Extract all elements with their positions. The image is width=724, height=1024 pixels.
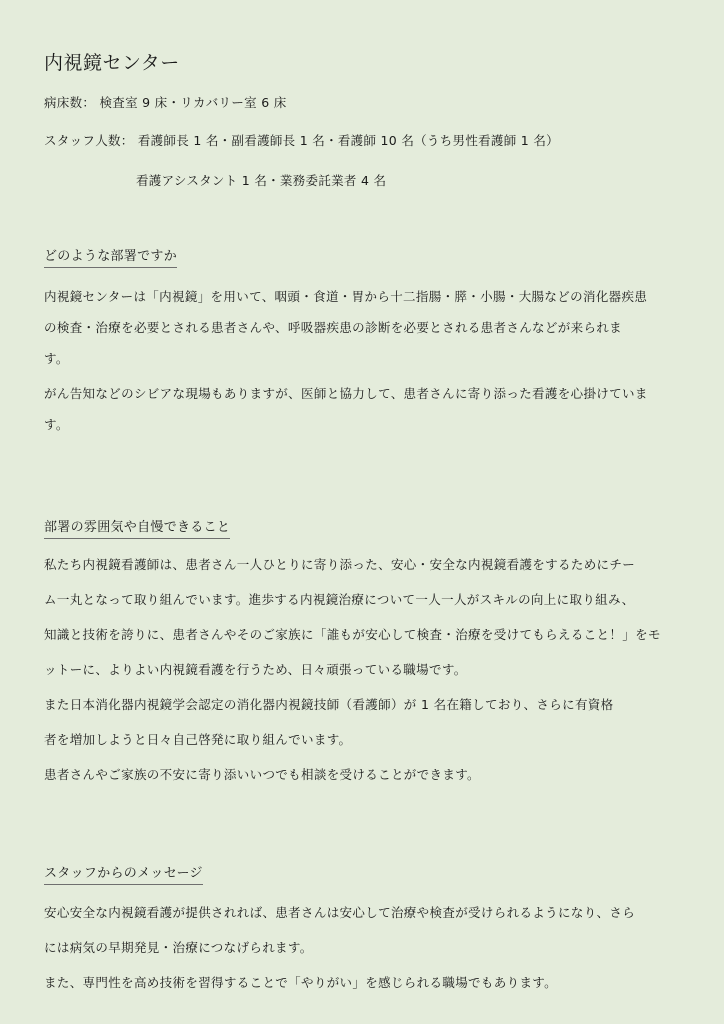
body-line: 内視鏡センターは「内視鏡」を用いて、咽頭・食道・胃から十二指腸・膵・小腸・大腸などの消化器疾患 xyxy=(44,289,648,304)
body-line: す。 xyxy=(44,351,69,366)
body-line: がん告知などのシビアな現場もありますが、医師と協力して、患者さんに寄り添った看護を心掛けていま xyxy=(44,386,648,401)
section-heading-about: どのような部署ですか xyxy=(44,245,177,268)
section-body-atmosphere xyxy=(44,555,684,796)
body-line: ットーに、よりよい内視鏡看護を行うため、日々頑張っている職場です。 xyxy=(44,662,467,677)
section-heading-atmosphere: 部署の雰囲気や自慢できること xyxy=(44,516,230,539)
body-line: の検査・治療を必要とされる患者さんや、呼吸器疾患の診断を必要とされる患者さんなどが来られま xyxy=(44,320,623,335)
staff-count-continued: 看護アシスタント 1 名・業務委託業者 4 名 xyxy=(136,173,387,188)
body-line: ム一丸となって取り組んでいます。進歩する内視鏡治療について一人一人がスキルの向上に取り組み、 xyxy=(44,592,635,607)
body-line: には病気の早期発見・治療につなげられます。 xyxy=(44,940,313,955)
body-line: 私たち内視鏡看護師は、患者さん一人ひとりに寄り添った、安心・安全な内視鏡看護をするためにチー xyxy=(44,557,636,572)
body-line: また日本消化器内視鏡学会認定の消化器内視鏡技師（看護師）が 1 名在籍しており、さらに有資格 xyxy=(44,697,614,712)
body-line: 安心安全な内視鏡看護が提供されれば、患者さんは安心して治療や検査が受けられるようになり、さら xyxy=(44,905,636,920)
body-line: す。 xyxy=(44,417,69,432)
bed-count: 病床数： 検査室 9 床・リカバリー室 6 床 xyxy=(44,95,287,110)
section-body-staff-message xyxy=(44,903,684,1004)
section-body-about xyxy=(44,287,684,446)
staff-count: スタッフ人数： 看護師長 1 名・副看護師長 1 名・看護師 10 名（うち男性看護師 1 名） xyxy=(44,133,559,148)
body-line: また、専門性を高め技術を習得することで「やりがい」を感じられる職場でもあります。 xyxy=(44,975,558,990)
body-line: 知識と技術を誇りに、患者さんやそのご家族に「誰もが安心して検査・治療を受けてもらえること！」をモ xyxy=(44,627,661,642)
body-line: 患者さんやご家族の不安に寄り添いいつでも相談を受けることができます。 xyxy=(44,767,480,782)
body-line: 者を増加しようと日々自己啓発に取り組んでいます。 xyxy=(44,732,352,747)
page-title: 内視鏡センター xyxy=(44,52,180,74)
section-heading-staff-message: スタッフからのメッセージ xyxy=(44,862,203,885)
